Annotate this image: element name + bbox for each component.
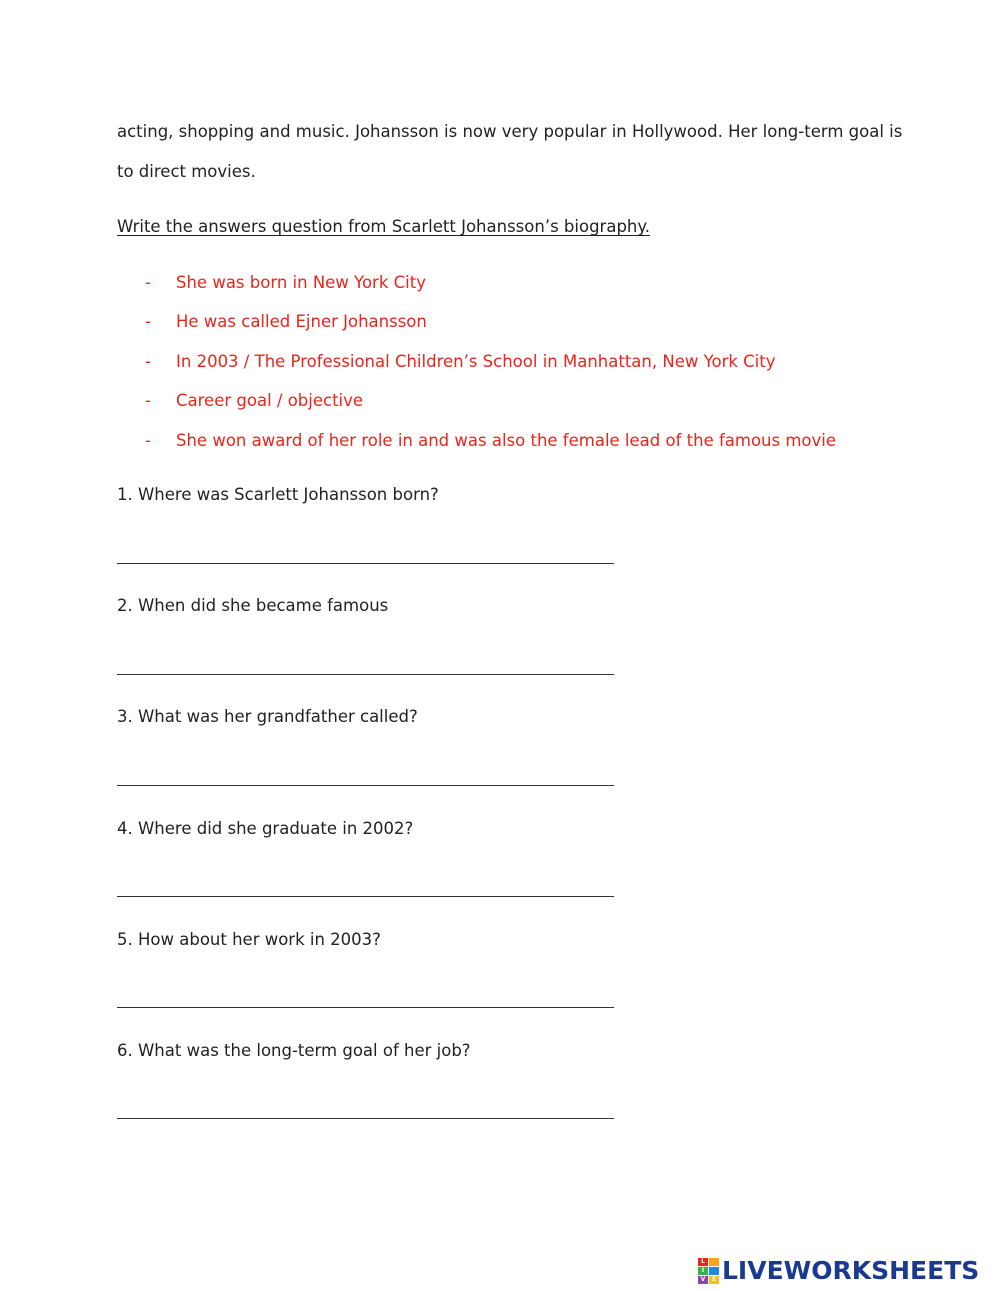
biography-text-line-2: to direct movies. xyxy=(117,162,256,181)
answer-key-item xyxy=(145,430,836,469)
answer-key-text: She was born in New York City xyxy=(176,273,426,292)
question-6: 6. What was the long-term goal of her job? xyxy=(117,1041,471,1060)
bullet-dash: - xyxy=(145,430,151,450)
instruction-heading: Write the answers question from Scarlett Johansson’s biography. xyxy=(117,217,651,236)
answer-key-text: Career goal / objective xyxy=(176,391,364,411)
answer-key-text: She won award of her role in and was also the female lead of the famous movie xyxy=(176,430,837,450)
answer-line-1[interactable] xyxy=(117,563,614,564)
answer-key-item xyxy=(145,311,836,350)
biography-text-line-1: acting, shopping and music. Johansson is now very popular in Hollywood. Her long-term goal is xyxy=(117,122,903,141)
logo-text: LIVEWORKSHEETS xyxy=(722,1256,980,1285)
logo-block xyxy=(709,1267,719,1275)
answer-key-item xyxy=(145,351,836,390)
question-1: 1. Where was Scarlett Johansson born? xyxy=(117,485,439,504)
answer-key-item xyxy=(145,390,836,429)
logo-block: L xyxy=(698,1258,708,1266)
logo-block xyxy=(709,1258,719,1266)
answer-line-4[interactable] xyxy=(117,896,614,897)
logo-block: I xyxy=(698,1267,708,1275)
bullet-dash: - xyxy=(145,312,151,332)
liveworksheets-logo xyxy=(698,1257,979,1285)
question-3: 3. What was her grandfather called? xyxy=(117,707,418,726)
answer-line-5[interactable] xyxy=(117,1007,614,1008)
logo-block: V xyxy=(698,1276,708,1284)
bullet-dash: - xyxy=(145,273,151,292)
logo-block: E xyxy=(709,1276,719,1284)
bullet-dash: - xyxy=(145,391,151,411)
answer-line-3[interactable] xyxy=(117,785,614,786)
answer-line-2[interactable] xyxy=(117,674,614,675)
question-2: 2. When did she became famous xyxy=(117,596,389,615)
answer-key-text: In 2003 / The Professional Children’s School in Manhattan, New York City xyxy=(176,351,776,371)
bullet-dash: - xyxy=(145,351,151,371)
question-4: 4. Where did she graduate in 2002? xyxy=(117,819,414,838)
question-5: 5. How about her work in 2003? xyxy=(117,930,381,949)
answer-key-list xyxy=(145,272,836,469)
answer-line-6[interactable] xyxy=(117,1118,614,1119)
answer-key-text: He was called Ejner Johansson xyxy=(176,312,427,332)
answer-key-item xyxy=(145,272,836,311)
logo-blocks-icon xyxy=(698,1258,719,1284)
